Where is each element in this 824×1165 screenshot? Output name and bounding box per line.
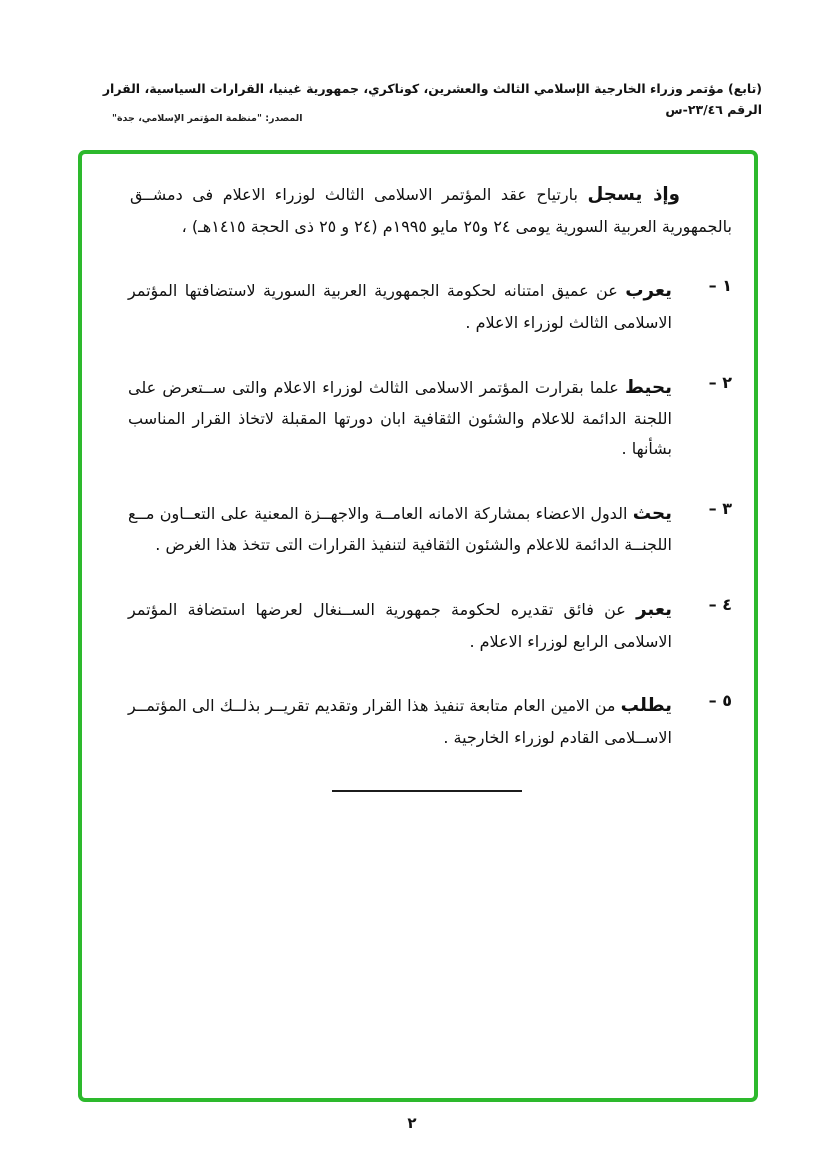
list-item [122, 371, 732, 464]
item-body-text: الدول الاعضاء بمشاركة الامانه العامــة والاجهــزة المعنية على التعــاون مــع اللجنــة الدائمة للاعلام والشئون الثقافية لتنفيذ القرارات التى تتخذ هذا الغرض . [128, 503, 672, 555]
item-body-text: علما بقرارت المؤتمر الاسلامى الثالث لوزراء الاعلام والتى ســتعرض على اللجنة الدائمة للاعلام والشئون الثقافية ابان دورتها المقبلة لاتخاذ القرار المناسب بشأنها . [128, 377, 672, 458]
item-number: ١ – [708, 276, 732, 296]
item-lead: يعبر [636, 598, 672, 620]
item-text [128, 497, 672, 560]
item-lead: يعرب [625, 280, 672, 302]
list-item [122, 593, 732, 656]
separator-line [332, 790, 522, 792]
item-body-text: عن فائق تقديره لحكومة جمهورية الســنغال لعرضها استضافة المؤتمر الاسلامى الرابع لوزراء الاعلام . [128, 599, 672, 651]
intro-text: بارتياح عقد المؤتمر الاسلامى الثالث لوزراء الاعلام فى دمشــق بالجمهورية العربية السورية يومى ٢٤ و٢٥ مايو ١٩٩٥م (٢٤ و ٢٥ ذى الحجة ١٤١٥هـ) ، [130, 185, 732, 236]
item-body-text: من الامين العام متابعة تنفيذ هذا القرار وتقديم تقريــر بذلــك الى المؤتمــر الاســلامى القادم لوزراء الخارجية . [128, 696, 672, 747]
item-lead: يحث [632, 502, 672, 524]
item-body-text: عن عميق امتنانه لحكومة الجمهورية العربية السورية لاستضافتها المؤتمر الاسلامى الثالث لوزراء الاعلام . [128, 281, 672, 333]
item-number: ٢ – [708, 372, 732, 392]
header-title: (تابع) مؤتمر وزراء الخارجية الإسلامي الثالث والعشرين، كوناكري، جمهورية غينيا، القرارات السياسية، القرار الرقم ٢٣/٤٦-س [102, 81, 762, 118]
item-number: ٤ – [708, 594, 732, 614]
item-text [128, 371, 672, 464]
item-text [128, 593, 672, 656]
item-number: ٥ – [708, 691, 732, 711]
item-lead: يطلب [620, 695, 672, 717]
item-lead: يحيط [625, 376, 672, 398]
list-item [122, 497, 732, 560]
intro-lead: وإذ يسجل [587, 184, 681, 205]
header-source: المصدر: "منظمة المؤتمر الإسلامي، جدة" [112, 113, 303, 124]
page-number: ٢ [407, 1114, 417, 1132]
item-text [128, 689, 672, 752]
list-item [122, 689, 732, 752]
intro-paragraph [122, 178, 732, 241]
item-number: ٣ – [708, 498, 732, 518]
item-text [128, 274, 672, 337]
list-item [122, 274, 732, 337]
resolution-box [78, 150, 758, 1102]
